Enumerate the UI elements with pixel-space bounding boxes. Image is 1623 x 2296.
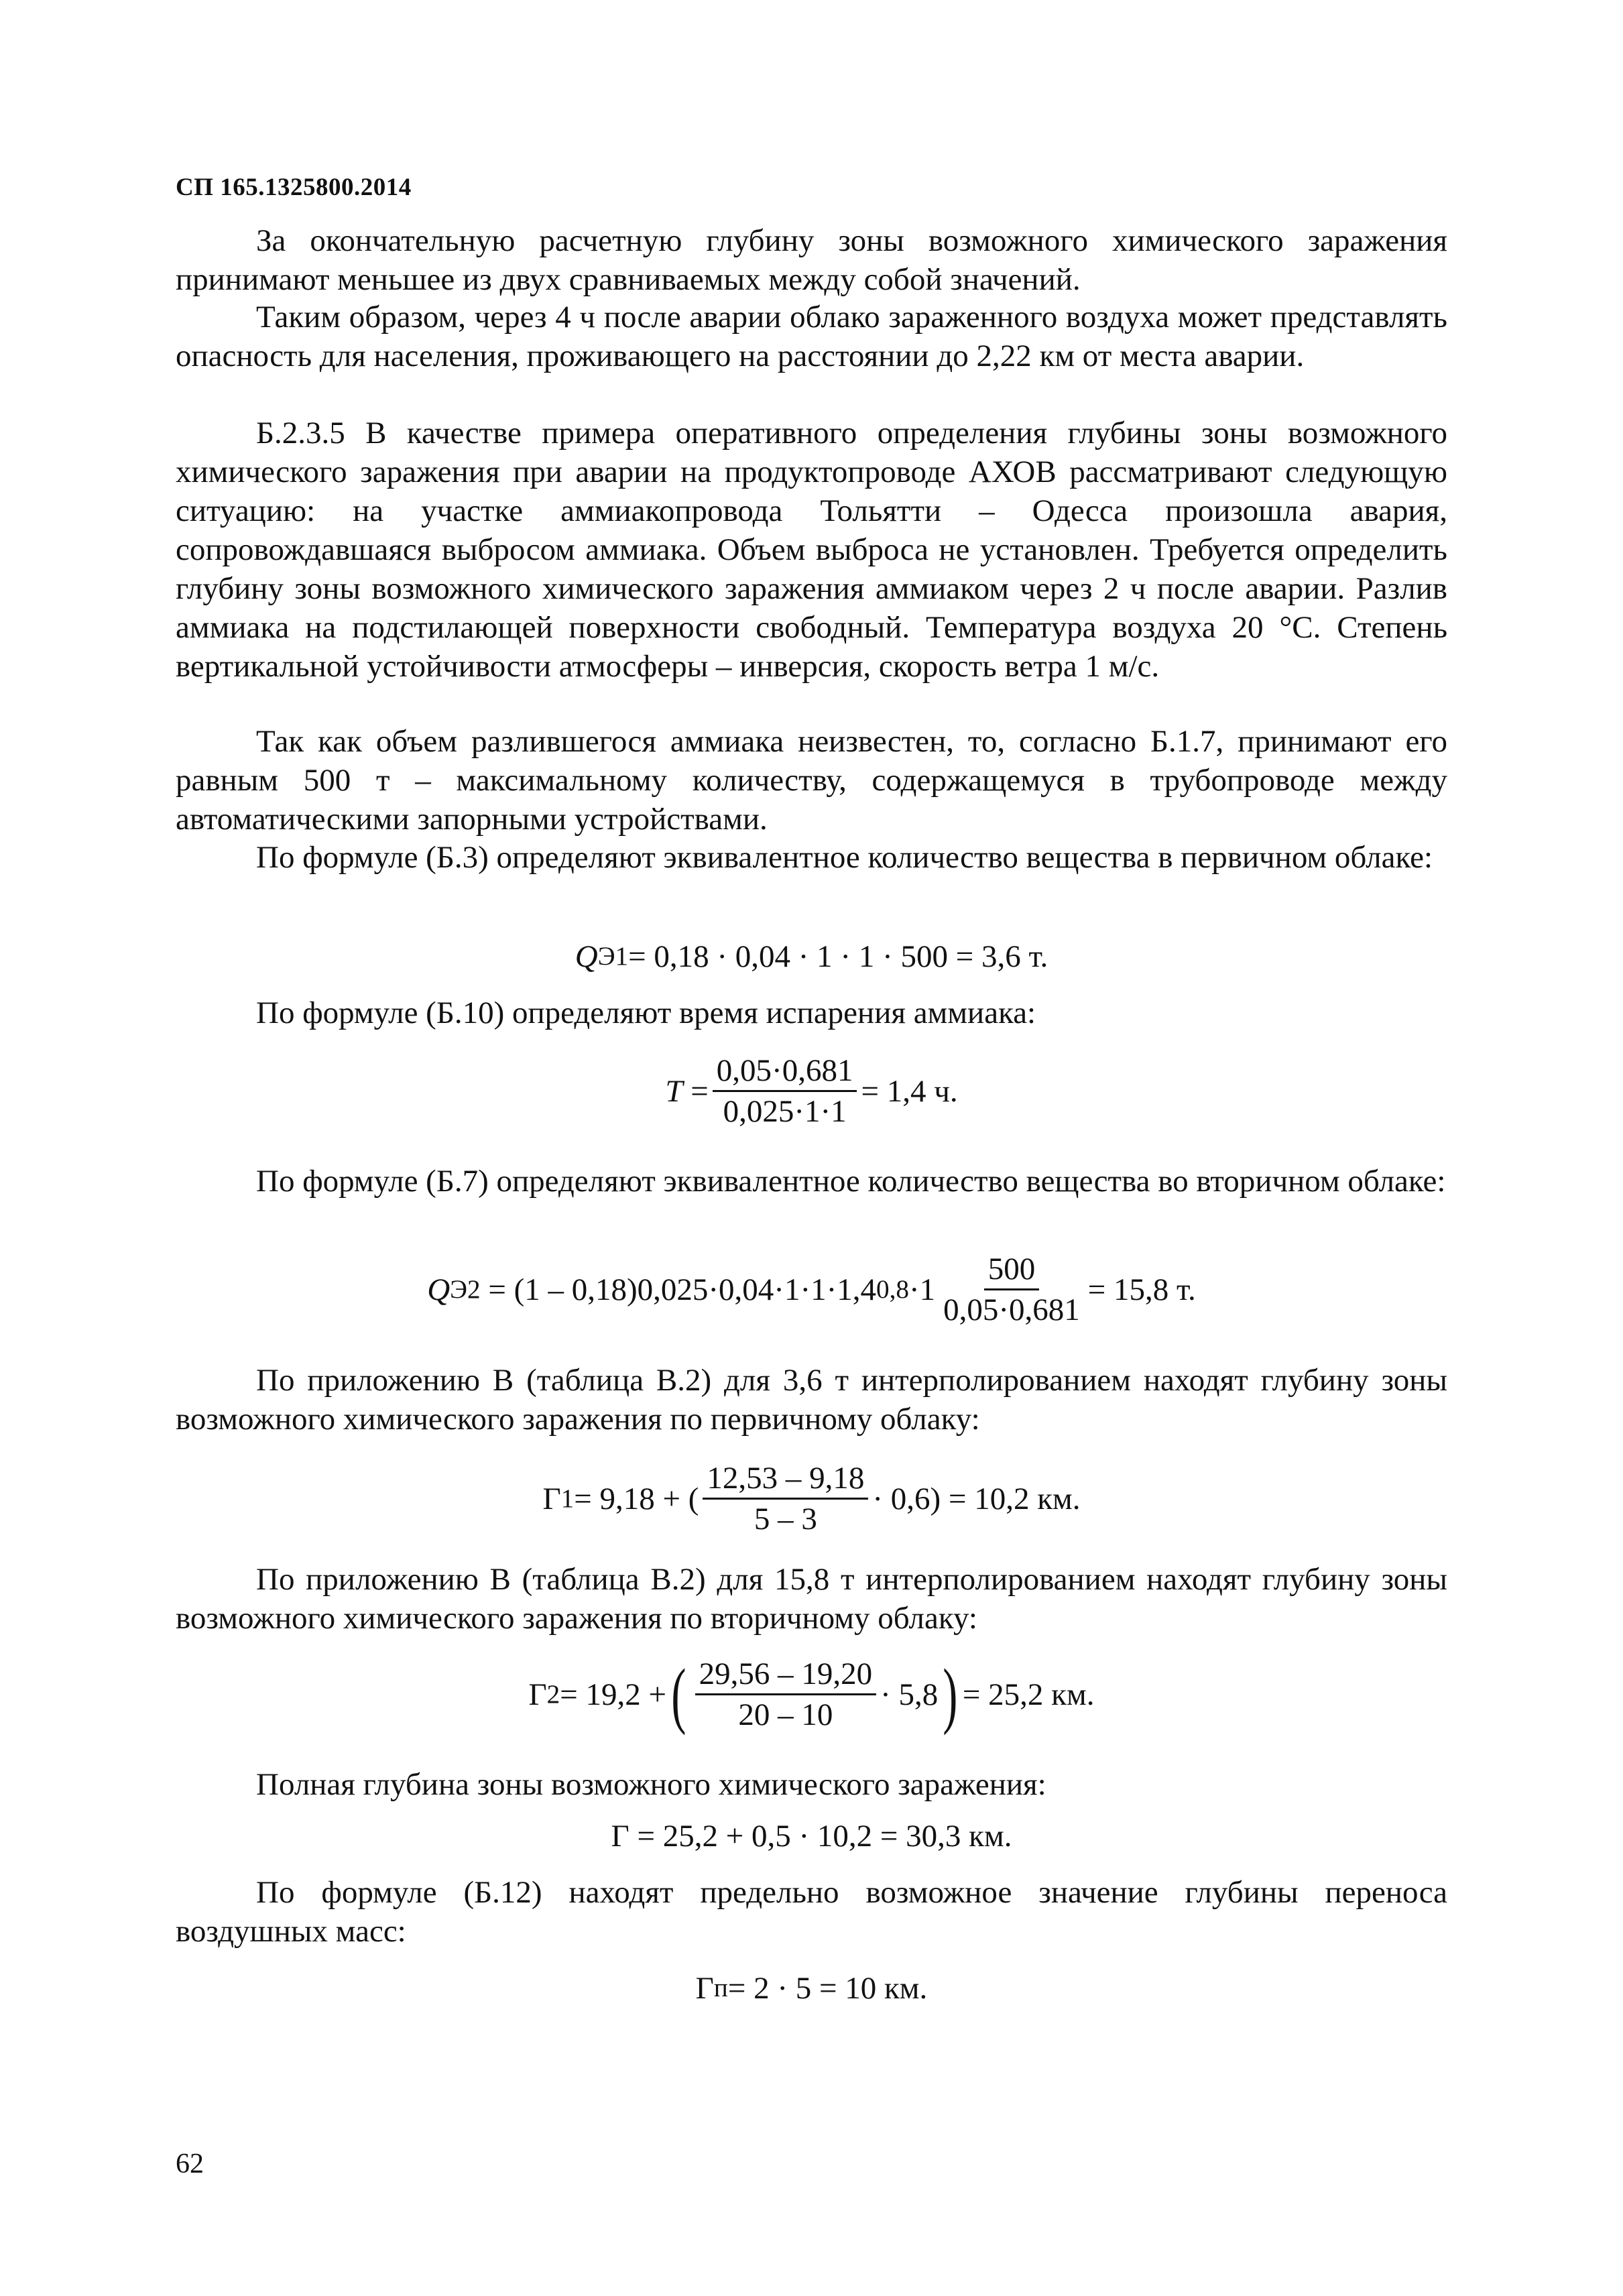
paragraph-1: За окончательную расчетную глубину зоны возможного химического заражения принимают меньшее из двух сравниваемых между собой значений. [176,223,1447,297]
formula-symbol: T [665,1073,683,1109]
fraction [695,1656,877,1733]
formula-subscript: 2 [546,1679,560,1709]
formula-symbol: Г [542,1481,561,1516]
paragraph-7: По формуле (Б.7) определяют эквивалентное количество вещества во вторичном облаке: [256,1164,1446,1199]
left-parenthesis: ( [671,1653,686,1736]
formula-q-e2 [176,1251,1447,1328]
formula-rhs: = 2 · 5 = 10 км. [727,1971,928,2006]
document-code-header: СП 165.1325800.2014 [176,174,412,201]
page-number: 62 [176,2149,204,2179]
formula-expression: = 19,2 + [560,1677,666,1712]
paragraph-5: По формуле (Б.3) определяют эквивалентное количество вещества в первичном облаке: [256,840,1433,875]
formula-expression-2: · 0,6) = 10,2 км. [872,1481,1081,1516]
fraction-numerator: 0,05·0,681 [713,1052,857,1092]
formula-subscript: Э2 [450,1274,481,1304]
formula-text: Г = 25,2 + 0,5 · 10,2 = 30,3 км. [611,1819,1012,1854]
paragraph-8: По приложению В (таблица В.2) для 3,6 т интерполированием находят глубину зоны возможного химического заражения по первичному облаку: [176,1363,1447,1437]
fraction-denominator: 20 – 10 [738,1697,833,1732]
fraction-denominator: 5 – 3 [754,1502,817,1536]
paragraph-6: По формуле (Б.10) определяют время испарения аммиака: [256,995,1036,1030]
paragraph-11: По формуле (Б.12) находят предельно возможное значение глубины переноса воздушных масс: [176,1875,1447,1949]
formula-g-n [176,1969,1447,2008]
fraction [713,1052,857,1130]
formula-evaporation-time: T = $\frac{0,05\cdot 0,681}{0,025\cdot 1\cdot 1}$ = 1,4 ч. [665,1053,958,1129]
formula-subscript: п [713,1974,728,2002]
paragraph-3: Б.2.3.5 В качестве примера оперативного определения глубины зоны возможного химического заражения при аварии на продуктопроводе АХОВ рассматривают следующую ситуацию: на участке аммиакопровода Тольятти – Одесса произошла авария, сопровождавшаяся выбросом аммиака. Объем выброса не установлен. Требуется определить глубину зоны возможного химического заражения аммиаком через 2 ч после аварии. Разлив аммиака на подстилающей поверхности свободный. Температура воздуха 20 °С. Степень вертикальной устойчивости атмосферы – инверсия, скорость ветра 1 м/с. [176,416,1447,684]
formula-g1 [176,1460,1447,1537]
formula-subscript: Э1 [597,942,629,971]
formula-symbol: Q [427,1272,450,1307]
formula-g2 [176,1653,1447,1736]
paragraph-2: Таким образом, через 4 ч после аварии облако зараженного воздуха может представлять опасность для населения, проживающего на расстоянии до 2,22 км от места аварии. [176,300,1447,373]
fraction-numerator: 500 [984,1251,1040,1290]
paragraph-10: Полная глубина зоны возможного химического заражения: [256,1767,1046,1802]
formula-superscript: 0,8 [876,1274,909,1304]
formula-expression-2: ·1 [908,1272,936,1307]
fraction [939,1251,1084,1328]
formula-q-e1 [176,937,1447,976]
formula-symbol: Q [575,939,598,974]
fraction-numerator: 29,56 – 19,20 [695,1656,877,1695]
formula-rhs: = 1,4 ч. [861,1073,958,1109]
right-parenthesis: ) [943,1653,958,1736]
paragraph-4: Так как объем разлившегося аммиака неизвестен, то, согласно Б.1.7, принимают его равным 500 т – максимальному количеству, содержащемуся в трубопроводе между автоматическими запорными устройствами. [176,724,1447,837]
fraction-denominator: 0,025·1·1 [723,1094,847,1129]
formula-expression: = (1 – 0,18)0,025·0,04·1·1·1,4 [488,1272,877,1307]
formula-symbol: Г [528,1677,547,1712]
formula-rhs: = 0,18 · 0,04 · 1 · 1 · 500 = 3,6 т. [628,939,1048,974]
formula-rhs: = 15,8 т. [1087,1272,1196,1307]
formula-expression-2: · 5,8 [880,1677,939,1712]
fraction-denominator: 0,05·0,681 [943,1292,1080,1327]
formula-rhs: = 25,2 км. [962,1677,1095,1712]
fraction [703,1460,868,1537]
formula-subscript: 1 [560,1484,575,1513]
formula-expression: = 9,18 + ( [574,1481,699,1516]
formula-g-total [176,1817,1447,1856]
formula-symbol: Г [695,1971,714,2006]
paragraph-9: По приложению В (таблица В.2) для 15,8 т интерполированием находят глубину зоны возможного химического заражения по вторичному облаку: [176,1562,1447,1636]
fraction-numerator: 12,53 – 9,18 [703,1460,868,1500]
